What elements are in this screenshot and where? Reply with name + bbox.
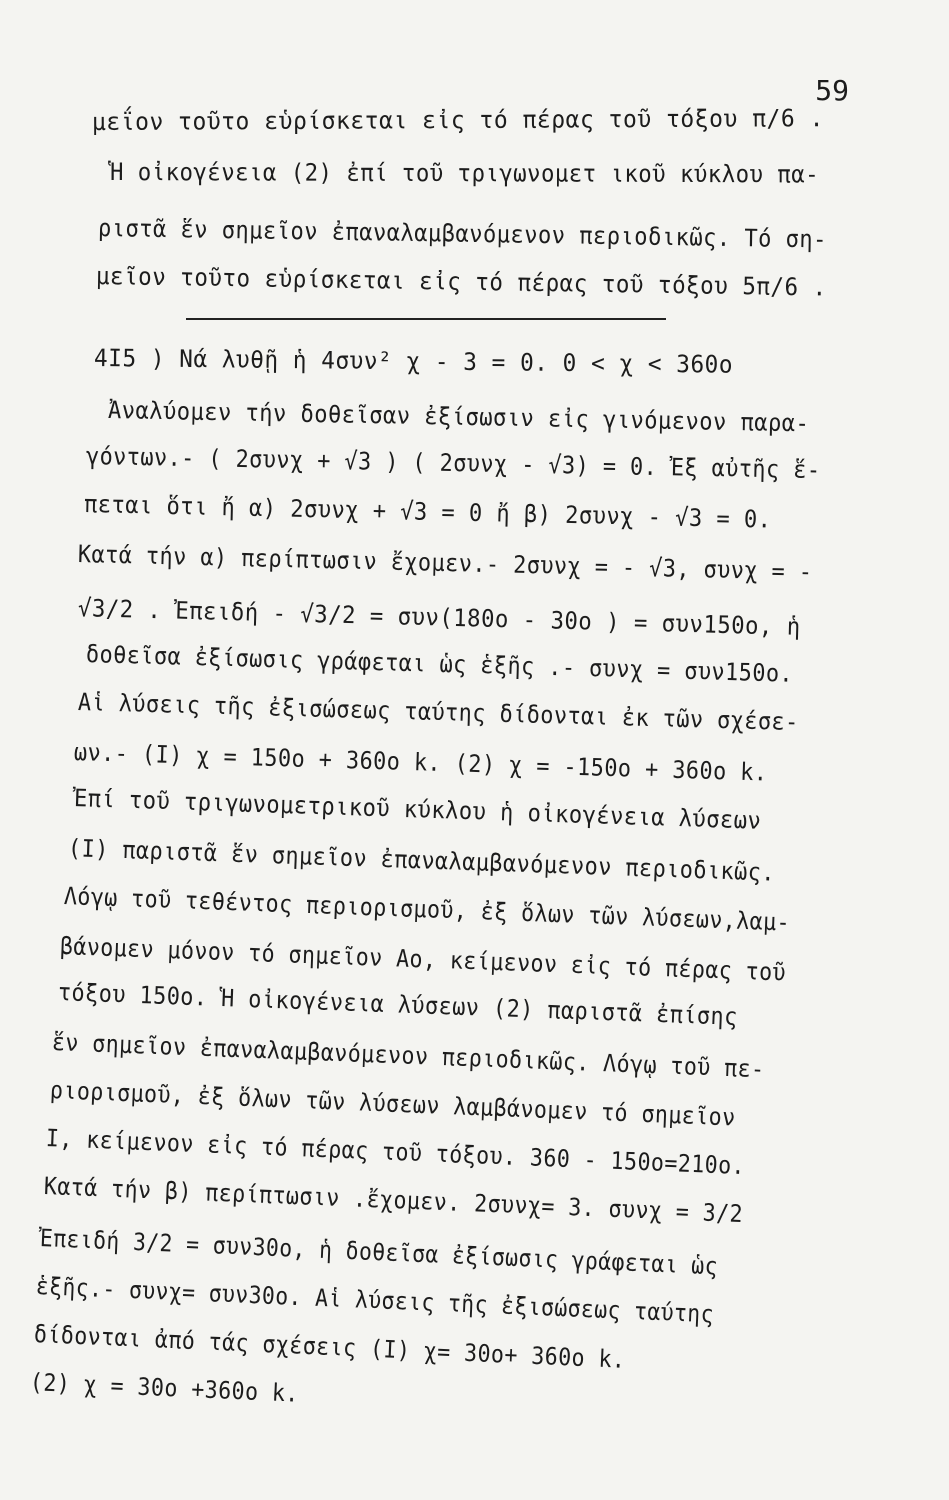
- text-line: Λόγῳ τοῦ τεθέντος περιορισμοῦ, ἐξ ὅλων τῶν λύσεων,λαμ-: [63, 882, 791, 937]
- text-line: τόξου 150ο. Ἡ οἰκογένεια λύσεων (2) παριστᾶ ἐπίσης: [57, 978, 739, 1031]
- text-line: Ἐπειδή 3/2 = συν30ο, ἡ δοθεῖσα ἐξίσωσις γράφεται ὡς: [39, 1224, 719, 1281]
- text-line: Κατά τήν β) περίπτωσιν .ἔχομεν. 2συνχ= 3. συνχ = 3/2: [43, 1172, 744, 1229]
- text-line: Ι, κείμενον εἰς τό πέρας τοῦ τόξου. 360 - 150ο=210ο.: [45, 1124, 746, 1181]
- section-divider: [186, 318, 666, 320]
- text-line: ριορισμοῦ, ἐξ ὅλων τῶν λύσεων λαμβάνομεν τό σημεῖον: [49, 1076, 737, 1132]
- text-line: μεΐον τοῦτο εὑρίσκεται εἰς τό πέρας τοῦ τόξου π/6 .: [91, 104, 824, 136]
- page-number: 59: [815, 74, 849, 107]
- text-line: Ἀναλύομεν τήν δοθεῖσαν ἐξίσωσιν εἰς γινόμενον παρα-: [107, 396, 810, 438]
- text-line: βάνομεν μόνον τό σημεῖον Αο, κείμενον εἰς τό πέρας τοῦ: [59, 932, 787, 987]
- text-line: πεται ὅτι ἤ α) 2συνχ + √3 = 0 ἤ β) 2συνχ - √3 = 0.: [83, 490, 772, 534]
- text-line: Ἐπί τοῦ τριγωνομετρικοῦ κύκλου ἡ οἰκογένεια λύσεων: [73, 784, 762, 835]
- text-line: ἕν σημεῖον ἐπαναλαμβανόμενον περιοδικῶς. Λόγῳ τοῦ πε-: [51, 1028, 766, 1084]
- text-line: Κατά τήν α) περίπτωσιν ἔχομεν.- 2συνχ = - √3, συνχ = -: [77, 540, 813, 586]
- text-line: δίδονται ἀπό τάς σχέσεις (Ι) χ= 30ο+ 360ο k.: [33, 1320, 627, 1374]
- text-line: δοθεῖσα ἐξίσωσις γράφεται ὡς ἑξῆς .- συνχ = συν150ο.: [85, 640, 794, 688]
- text-line: (2) χ = 30ο +360ο k.: [29, 1368, 300, 1408]
- text-line: μεῖον τοῦτο εὑρίσκεται εἰς τό πέρας τοῦ τόξου 5π/6 .: [95, 262, 827, 302]
- text-line: ἑξῆς.- συνχ= συν30ο. Αἱ λύσεις τῆς ἐξισώσεως ταύτης: [35, 1272, 715, 1329]
- text-line: Αἱ λύσεις τῆς ἐξισώσεως ταύτης δίδονται ἐκ τῶν σχέσε-: [77, 688, 800, 737]
- text-line: √3/2 . Ἐπειδή - √3/2 = συν(180ο - 30ο ) = συν150ο, ἡ: [77, 594, 802, 641]
- text-line: ων.- (Ι) χ = 150ο + 360ο k. (2) χ = -150ο + 360ο k.: [73, 738, 768, 787]
- text-line: 4I5 ) Νά λυθῇ ἡ 4συν² χ - 3 = 0. 0 < χ < 360ο: [93, 344, 734, 379]
- text-line: Ἡ οἰκογένεια (2) ἐπί τοῦ τριγωνομετ ικοῦ κύκλου πα-: [109, 158, 820, 189]
- text-line: (Ι) παριστᾶ ἕν σημεῖον ἐπαναλαμβανόμενον περιοδικῶς.: [67, 834, 776, 887]
- text-line: γόντων.- ( 2συνχ + √3 ) ( 2συνχ - √3) = 0. Ἐξ αὐτῆς ἕ-: [85, 442, 821, 485]
- text-line: ριστᾶ ἕν σημεῖον ἐπαναλαμβανόμενον περιοδικῶς. Τό ση-: [97, 214, 828, 254]
